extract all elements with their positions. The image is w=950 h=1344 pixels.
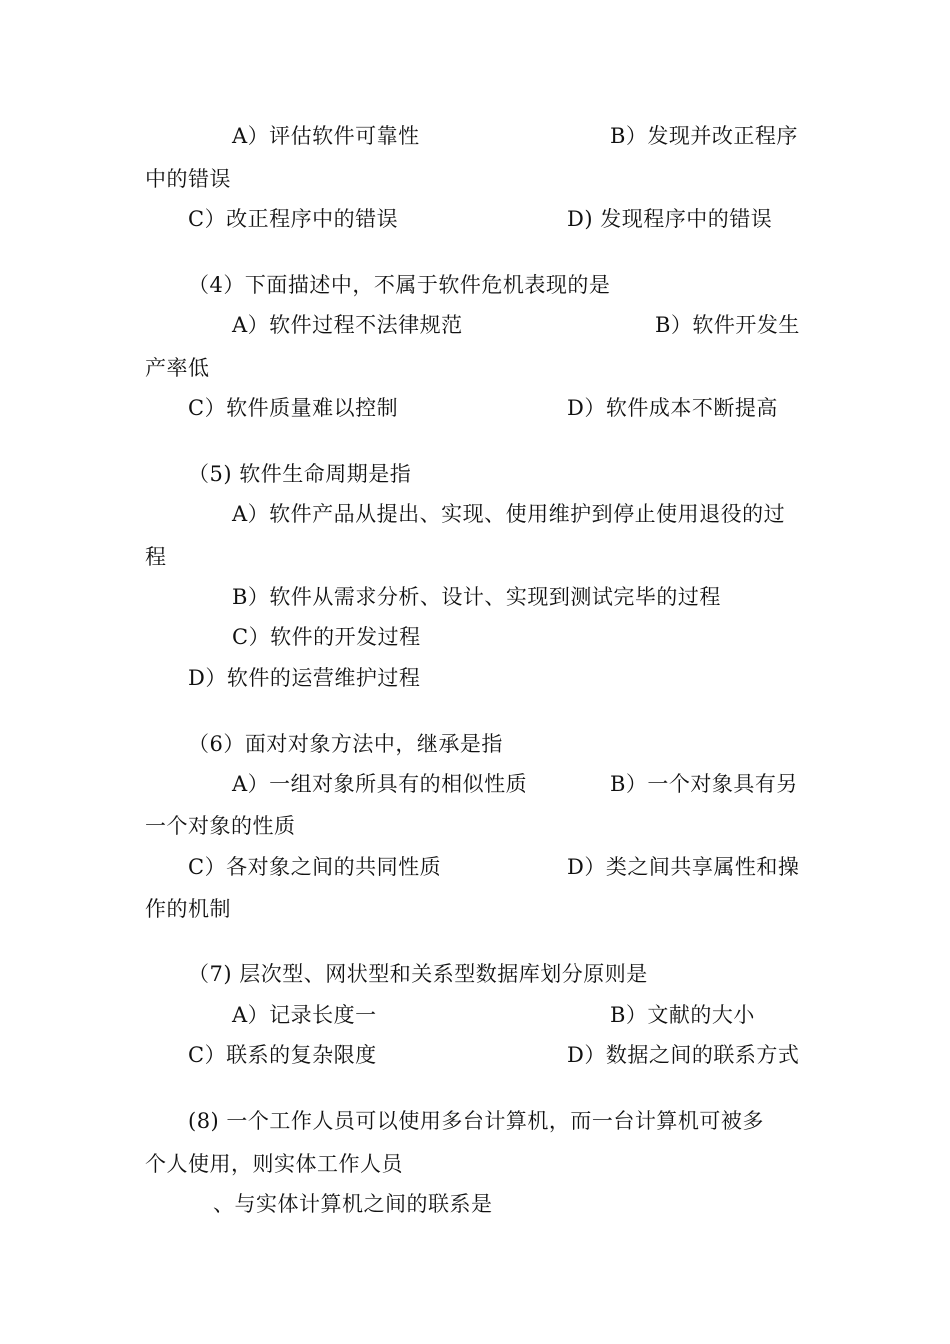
- q4-option-d: D）软件成本不断提高: [567, 396, 778, 420]
- q4-option-b: B）软件开发生: [655, 313, 800, 337]
- q5-option-b: B）软件从需求分析、设计、实现到测试完毕的过程: [232, 585, 721, 609]
- q5-question: （5) 软件生命周期是指: [188, 462, 412, 486]
- q6-option-b-cont: 一个对象的性质: [145, 814, 296, 838]
- q6-option-c: C）各对象之间的共同性质: [188, 855, 442, 879]
- q8-question: (8) 一个工作人员可以使用多台计算机，而一台计算机可被多: [188, 1109, 764, 1133]
- q4-option-b-cont: 产率低: [145, 356, 210, 380]
- q7-option-c: C）联系的复杂限度: [188, 1043, 377, 1067]
- q5-option-c: C）软件的开发过程: [232, 625, 421, 649]
- q3-option-c: C）改正程序中的错误: [188, 207, 399, 231]
- q6-option-d: D）类之间共享属性和操: [567, 855, 800, 879]
- q7-question: （7) 层次型、网状型和关系型数据库划分原则是: [188, 962, 648, 986]
- q7-option-b: B）文献的大小: [610, 1003, 755, 1027]
- q6-option-d-cont: 作的机制: [145, 897, 231, 921]
- q7-option-d: D）数据之间的联系方式: [567, 1043, 800, 1067]
- q5-option-a-cont: 程: [145, 545, 167, 569]
- q4-question: （4）下面描述中，不属于软件危机表现的是: [188, 273, 611, 297]
- q4-option-c: C）软件质量难以控制: [188, 396, 399, 420]
- q3-option-a: A）评估软件可靠性: [232, 124, 420, 148]
- q6-question: （6）面对对象方法中，继承是指: [188, 732, 503, 756]
- q8-question-cont-2: 、与实体计算机之间的联系是: [213, 1192, 493, 1216]
- q7-option-a: A）记录长度一: [232, 1003, 377, 1027]
- q6-option-a: A）一组对象所具有的相似性质: [232, 772, 528, 796]
- q5-option-a: A）软件产品从提出、实现、使用维护到停止使用退役的过: [232, 502, 786, 526]
- q3-option-d: D) 发现程序中的错误: [567, 207, 773, 231]
- q5-option-d: D）软件的运营维护过程: [188, 666, 421, 690]
- q3-option-b: B）发现并改正程序: [610, 124, 798, 148]
- q4-option-a: A）软件过程不法律规范: [232, 313, 463, 337]
- q6-option-b: B）一个对象具有另: [610, 772, 798, 796]
- q3-option-b-cont: 中的错误: [145, 167, 231, 191]
- q8-question-cont-1: 个人使用，则实体工作人员: [145, 1152, 403, 1176]
